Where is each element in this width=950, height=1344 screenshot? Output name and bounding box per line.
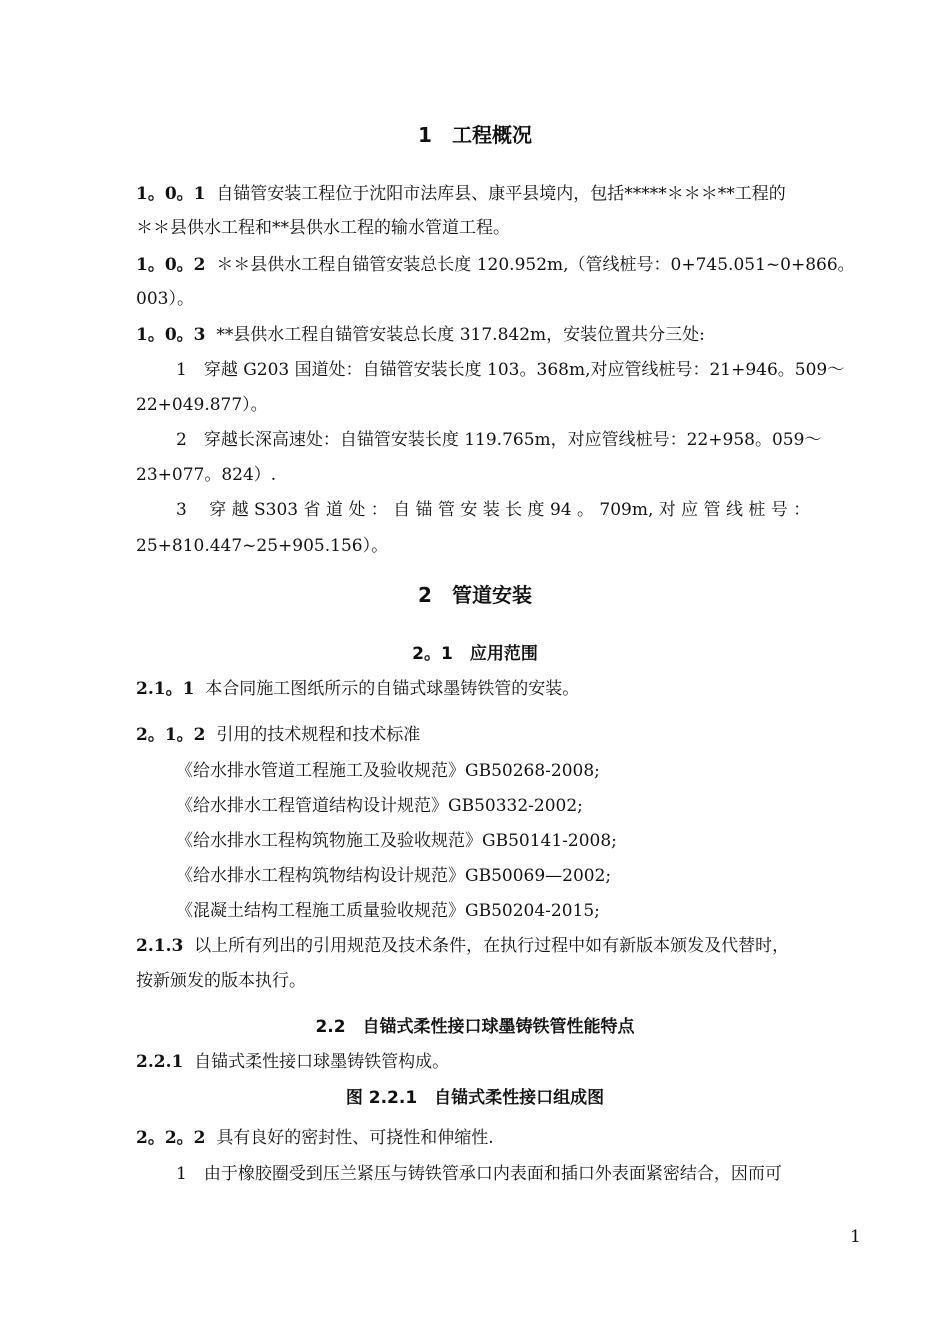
clause-text: 自锚管安装工程位于沈阳市法库县、康平县境内，包括*****＊＊＊**工程的	[216, 184, 786, 204]
paragraph-1-0-1	[136, 183, 786, 205]
reference-standard: 《给水排水管道工程施工及验收规范》GB50268-2008;	[176, 761, 600, 781]
clause-text: 本合同施工图纸所示的自锚式球墨铸铁管的安装。	[205, 679, 580, 699]
paragraph-2-1-1	[136, 678, 579, 700]
subsection-2-1-heading: 2。1 应用范围	[412, 644, 538, 664]
list-item-2: 2 穿越长深高速处：自锚管安装长度 119.765m，对应管线桩号：22+958。059～	[176, 430, 822, 450]
paragraph-2-1-3	[136, 935, 789, 957]
page-number: 1	[850, 1227, 861, 1247]
list-item-3: 3 穿 越 S303 省 道 处 ： 自 锚 管 安 装 长 度 94 。 709m, 对 应 管 线 桩 号 ：	[176, 500, 811, 520]
section-2-heading: 2 管道安装	[418, 583, 532, 607]
clause-number: 1。0。1	[136, 184, 206, 204]
clause-number: 1。0。3	[136, 325, 206, 345]
clause-text: **县供水工程自锚管安装总长度 317.842m，安装位置共分三处:	[216, 325, 705, 345]
paragraph-1-0-2	[136, 254, 855, 276]
subsection-2-2-heading: 2.2 自锚式柔性接口球墨铸铁管性能特点	[315, 1017, 635, 1037]
clause-number: 2.1.3	[136, 936, 184, 956]
clause-text: ＊＊县供水工程自锚管安装总长度 120.952m,（管线桩号：0+745.051~0+866。	[216, 255, 855, 275]
paragraph-2-1-2	[136, 724, 420, 746]
clause-number: 2。2。2	[136, 1128, 206, 1148]
clause-number: 2.1。1	[136, 679, 195, 699]
clause-number: 1。0。2	[136, 255, 206, 275]
figure-caption: 图 2.2.1 自锚式柔性接口组成图	[345, 1088, 605, 1108]
clause-number: 2。1。2	[136, 725, 206, 745]
reference-standard: 《混凝土结构工程施工质量验收规范》GB50204-2015;	[176, 901, 600, 921]
clause-text: 自锚式柔性接口球墨铸铁管构成。	[194, 1052, 450, 1072]
paragraph-1-0-1-cont: ＊＊县供水工程和**县供水工程的输水管道工程。	[136, 218, 510, 238]
paragraph-2-2-2	[136, 1127, 494, 1149]
clause-text: 具有良好的密封性、可挠性和伸缩性.	[216, 1128, 494, 1148]
clause-number: 2.2.1	[136, 1052, 184, 1072]
list-item-2-cont: 23+077。824）.	[136, 465, 277, 485]
list-item-1: 1 穿越 G203 国道处：自锚管安装长度 103。368m,对应管线桩号：21+946。509～	[176, 360, 845, 380]
section-1-heading: 1 工程概况	[418, 123, 532, 147]
clause-text: 以上所有列出的引用规范及技术条件，在执行过程中如有新版本颁发及代替时，	[194, 936, 790, 956]
paragraph-1-0-3	[136, 324, 705, 346]
reference-standard: 《给水排水工程构筑物施工及验收规范》GB50141-2008;	[176, 831, 617, 851]
paragraph-2-2-2-item-1: 1 由于橡胶圈受到压兰紧压与铸铁管承口内表面和插口外表面紧密结合，因而可	[176, 1164, 782, 1184]
list-item-3-cont: 25+810.447~25+905.156）。	[136, 536, 389, 556]
list-item-1-cont: 22+049.877）。	[136, 395, 268, 415]
paragraph-2-1-3-cont: 按新颁发的版本执行。	[136, 971, 306, 991]
reference-standard: 《给水排水工程管道结构设计规范》GB50332-2002;	[176, 796, 583, 816]
clause-text: 引用的技术规程和技术标准	[216, 725, 421, 745]
paragraph-2-2-1	[136, 1051, 449, 1073]
reference-standard: 《给水排水工程构筑物结构设计规范》GB50069—2002;	[176, 866, 612, 886]
paragraph-1-0-2-cont: 003）。	[136, 289, 194, 309]
